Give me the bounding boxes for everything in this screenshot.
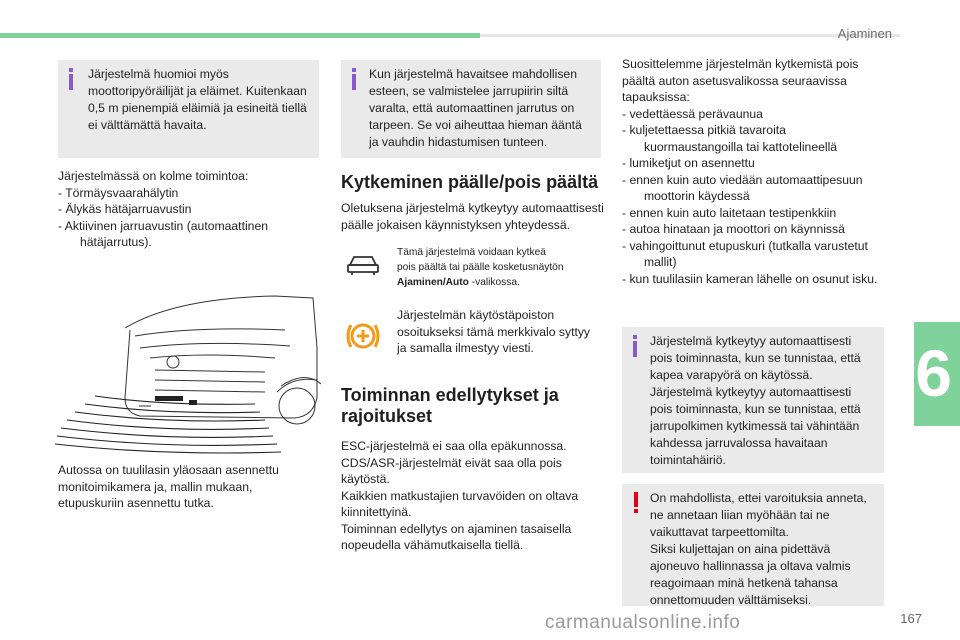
watermark: carmanualsonline.info <box>545 612 741 633</box>
info-text: Järjestelmä kytkeytyy automaattisesti pois toiminnasta, kun se tunnistaa, että kapea varapyörä on käytössä. Järjestelmä kytkeytyy automaattisesti pois toiminnasta, kun se tunnistaa, että jarrupolkimen kytkimessä tai vähintään kahdessa jarruvalossa havaitaan toimintahäiriö. <box>650 334 861 467</box>
default-on-text: Oletuksena järjestelmä kytkeytyy automaattisesti päälle jokaisen käynnistyksen yhteydessä. <box>341 201 604 232</box>
info-icon <box>66 68 80 90</box>
heading-on-off: Kytkeminen päälle/pois päältä <box>341 172 599 192</box>
case-item: - kun tuulilasiin kameran lähelle on osunut isku. <box>622 271 878 286</box>
touch-note-line: pois päältä tai päälle kosketusnäytön <box>397 262 564 273</box>
conditions-text: ESC-järjestelmä ei saa olla epäkunnossa. CDS/ASR-järjestelmät eivät saa olla pois käytöstä. Kaikkien matkustajien turvavöiden on oltava kiinnitettyinä. Toiminnan edellytys on ajaminen tasaisella nopeudella vähämutkaisella tiellä. <box>341 439 579 552</box>
info-icon <box>630 335 644 357</box>
section-title: Ajaminen <box>837 26 892 41</box>
info-box-auto-disable <box>622 327 884 473</box>
menu-suffix: -valikossa. <box>468 277 520 288</box>
car-radar-illustration <box>55 288 321 456</box>
functions-intro: Järjestelmässä on kolme toimintoa: <box>58 169 249 183</box>
info-text: Kun järjestelmä havaitsee mahdollisen esteen, se valmistelee jarrupiirin siltä varalta, että automaattinen jarrutus on tarpeen. Se voi aiheuttaa hieman ääntä ja vauhdin hidastumisen tunteen. <box>369 67 582 149</box>
function-item: - Aktiivinen jarruavustin (automaattinen hätäjarrutus). <box>58 218 269 249</box>
case-item: - vahingoittunut etupuskuri (tutkalla varustetut mallit) <box>622 238 868 269</box>
touch-note-line <box>397 275 602 290</box>
case-item: - kuljetettaessa pitkiä tavaroita kuormaustangoilla tai kattotelineellä <box>622 123 838 154</box>
touch-note-line: Tämä järjestelmä voidaan kytkeä <box>397 247 546 258</box>
heading-conditions: Toiminnan edellytykset ja rajoitukset <box>341 385 559 426</box>
info-box-braking <box>341 60 601 158</box>
car-settings-icon <box>346 251 380 277</box>
function-item: - Törmäysvaarahälytin <box>58 185 179 200</box>
case-item: - lumiketjut on asennettu <box>622 156 755 170</box>
functions-block <box>58 168 320 251</box>
touchscreen-note <box>397 245 602 290</box>
recommend-intro: Suosittelemme järjestelmän kytkemistä pois päältä auton asetusvalikossa seuraavissa tapauksissa: <box>622 57 859 104</box>
header-accent-bar <box>0 33 480 38</box>
warning-lamp-icon <box>343 316 383 356</box>
warning-exclamation-icon <box>630 492 644 514</box>
case-item: - ennen kuin auto viedään automaattipesuun moottorin käydessä <box>622 172 863 203</box>
warning-text: On mahdollista, ettei varoituksia anneta, ne annetaan liian myöhään tai ne vaikuttavat tarpeettomilta. Siksi kuljettajan on aina pidettävä ajoneuvo hallinnassa ja oltava valmis reagoimaan minä hetkenä tahansa onnettomuuden välttämiseksi. <box>650 491 867 607</box>
info-text: Järjestelmä huomioi myös moottoripyöräilijät ja eläimet. Kuitenkaan 0,5 m pienempiä eläimiä ja esineitä tiellä ei välttämättä havaita. <box>88 67 307 132</box>
page-number: 167 <box>900 611 922 626</box>
recommend-block <box>622 56 884 287</box>
lamp-note: Järjestelmän käytöstäpoiston osoitukseksi tämä merkkivalo syttyy ja samalla ilmestyy viesti. <box>397 308 591 355</box>
chapter-number: 6 <box>915 336 952 410</box>
case-item: - autoa hinataan ja moottori on käynnissä <box>622 222 845 236</box>
warning-box <box>622 484 884 606</box>
camera-caption: Autossa on tuulilasin yläosaan asennettu monitoimikamera ja, mallin mukaan, etupuskuriin asennettu tutka. <box>58 463 279 510</box>
case-item: - vedettäessä perävaunua <box>622 106 763 121</box>
function-item: - Älykäs hätäjarruavustin <box>58 202 192 216</box>
case-item: - ennen kuin auto laitetaan testipenkkiin <box>622 205 837 220</box>
info-icon <box>349 68 363 90</box>
info-box-motorcyclists <box>58 60 319 158</box>
menu-path: Ajaminen/Auto <box>397 277 469 288</box>
